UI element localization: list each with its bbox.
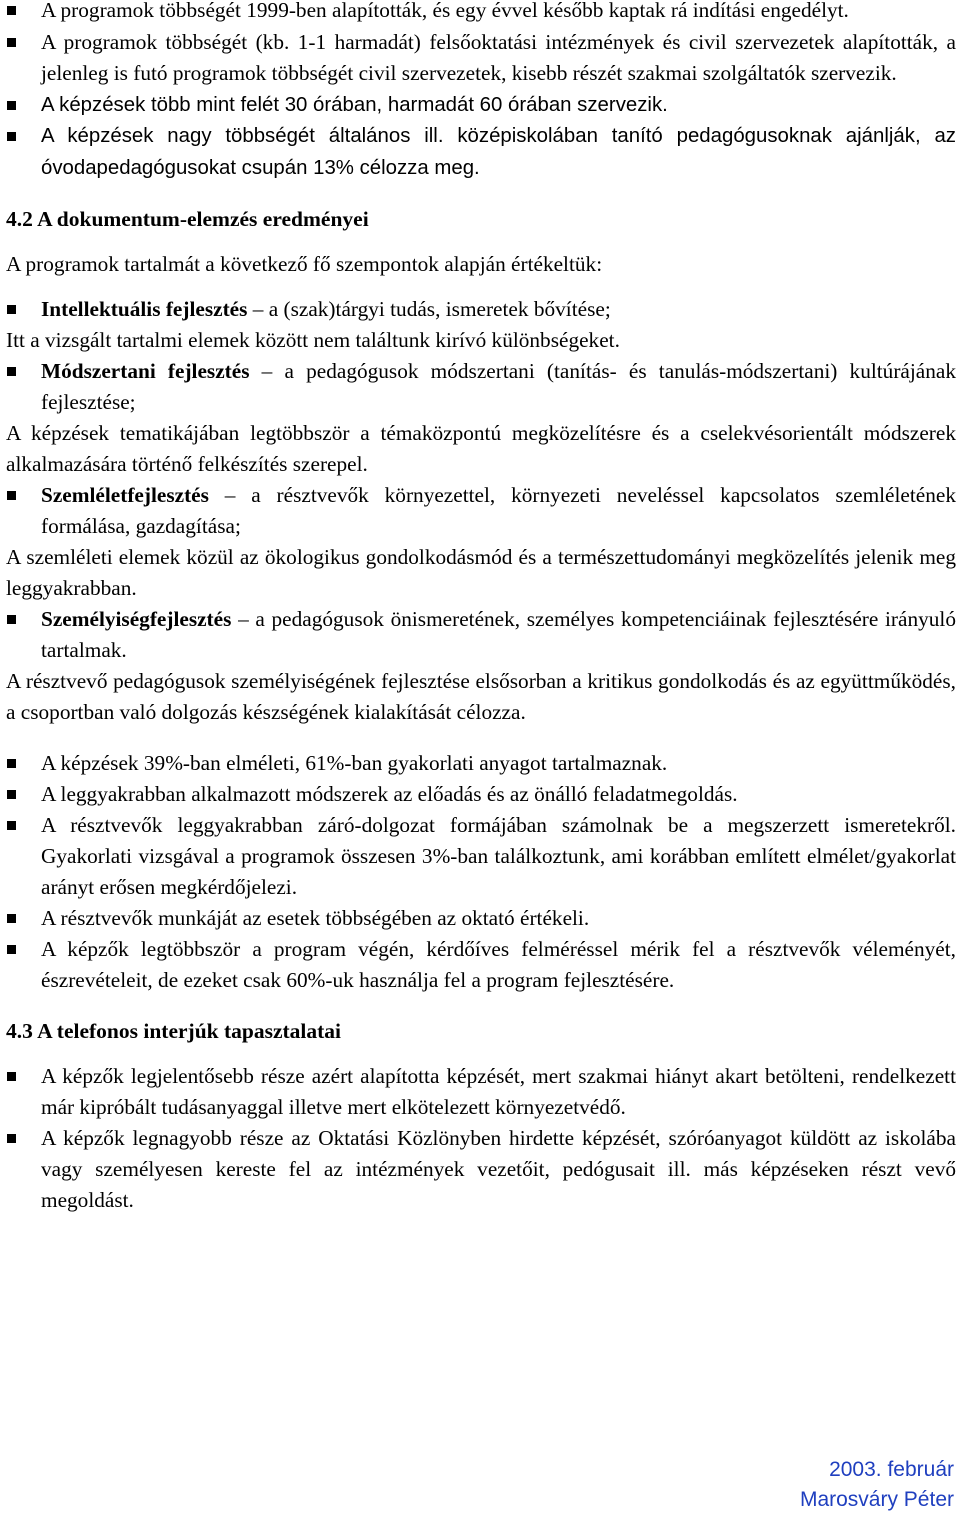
list-item: Módszertani fejlesztés – a pedagógusok módszertani (tanítás- és tanulás-módszertani) kultúrájának fejlesztése; xyxy=(6,356,956,418)
square-bullet-icon xyxy=(7,1072,16,1081)
criteria-note: A résztvevő pedagógusok személyiségének fejlesztése elsősorban a kritikus gondolkodás és az együttműködés, a csoportban való dolgozás készségének kialakítását célozza. xyxy=(6,669,956,724)
list-item: A résztvevők munkáját az esetek többségében az oktató értékeli. xyxy=(6,903,956,934)
list-item: A résztvevők leggyakrabban záró-dolgozat formájában számolnak be a megszerzett ismeretekről. Gyakorlati vizsgával a programok összesen 3%-ban találkoztunk, ami korábban említett elmélet/gyakorlat arányt erősen megkérdőjelezi. xyxy=(6,810,956,903)
list-item: A képzések több mint felét 30 órában, harmadát 60 órában szervezik. xyxy=(6,90,956,122)
footer-date: 2003. február xyxy=(829,1458,954,1481)
top-bullet-list xyxy=(6,0,956,184)
list-item: A képzések nagy többségét általános ill. középiskolában tanító pedagógusoknak ajánlják, az óvodapedagógusokat csupán 13% célozza meg. xyxy=(6,121,956,184)
square-bullet-icon xyxy=(7,615,16,624)
list-item: A leggyakrabban alkalmazott módszerek az előadás és az önálló feladatmegoldás. xyxy=(6,779,956,810)
list-item: Személyiségfejlesztés – a pedagógusok önismeretének, személyes kompetenciáinak fejlesztésére irányuló tartalmak. xyxy=(6,604,956,666)
square-bullet-icon xyxy=(7,305,16,314)
square-bullet-icon xyxy=(7,1134,16,1143)
square-bullet-icon xyxy=(7,132,16,141)
criteria-note: A szemléleti elemek közül az ökologikus gondolkodásmód és a természettudományi megközelítés jelenik meg leggyakrabban. xyxy=(6,545,956,600)
square-bullet-icon xyxy=(7,945,16,954)
section-heading-4-2: 4.2 A dokumentum-elemzés eredményei xyxy=(6,207,369,231)
list-item: A programok többségét (kb. 1-1 harmadát) felsőoktatási intézmények és civil szervezetek alapították, a jelenleg is futó programok többségét civil szervezetek, kisebb részét szakmai szolgáltatók szervezik. xyxy=(6,27,956,90)
section-intro: A programok tartalmát a következő fő szempontok alapján értékeltük: xyxy=(6,252,603,276)
square-bullet-icon xyxy=(7,914,16,923)
criteria-note: Itt a vizsgált tartalmi elemek között nem találtunk kirívó különbségeket. xyxy=(6,328,620,352)
section-heading-4-3: 4.3 A telefonos interjúk tapasztalatai xyxy=(6,1019,342,1043)
list-item: Intellektuális fejlesztés – a (szak)tárgyi tudás, ismeretek bővítése; xyxy=(6,294,956,325)
list-item: A képzők legtöbbször a program végén, kérdőíves felméréssel mérik fel a résztvevők véleményét, észrevételeit, de ezeket csak 60%-uk használja fel a program fejlesztésére. xyxy=(6,934,956,996)
square-bullet-icon xyxy=(7,38,16,47)
list-item: A programok többségét 1999-ben alapították, és egy évvel később kaptak rá indítási engedélyt. xyxy=(6,0,956,27)
square-bullet-icon xyxy=(7,101,16,110)
section-4-2-bullet-list xyxy=(6,748,956,996)
criteria-list xyxy=(6,294,956,728)
list-item: Szemléletfejlesztés – a résztvevők környezettel, környezeti neveléssel kapcsolatos szemléletének formálása, gazdagítása; xyxy=(6,480,956,542)
square-bullet-icon xyxy=(7,759,16,768)
section-4-3-bullet-list xyxy=(6,1061,956,1216)
square-bullet-icon xyxy=(7,491,16,500)
footer-author: Marosváry Péter xyxy=(799,1488,954,1511)
page-footer xyxy=(800,1455,954,1515)
square-bullet-icon xyxy=(7,790,16,799)
list-item: A képzők legnagyobb része az Oktatási Közlönyben hirdette képzését, szóróanyagot küldött az iskolába vagy személyesen kereste fel az intézmények vezetőit, pedógusait ill. más képzéseken részt vevő megoldást. xyxy=(6,1123,956,1216)
list-item: A képzések 39%-ban elméleti, 61%-ban gyakorlati anyagot tartalmaznak. xyxy=(6,748,956,779)
square-bullet-icon xyxy=(7,367,16,376)
criteria-note: A képzések tematikájában legtöbbször a témaközpontú megközelítésre és a cselekvésorientált módszerek alkalmazására történő felkészítés szerepel. xyxy=(6,421,956,476)
square-bullet-icon xyxy=(7,6,16,15)
square-bullet-icon xyxy=(7,821,16,830)
document-page xyxy=(6,0,956,1216)
list-item: A képzők legjelentősebb része azért alapította képzését, mert szakmai hiányt akart betölteni, rendelkezett már kipróbált tudásanyaggal illetve mert elkötelezett környezetvédő. xyxy=(6,1061,956,1123)
